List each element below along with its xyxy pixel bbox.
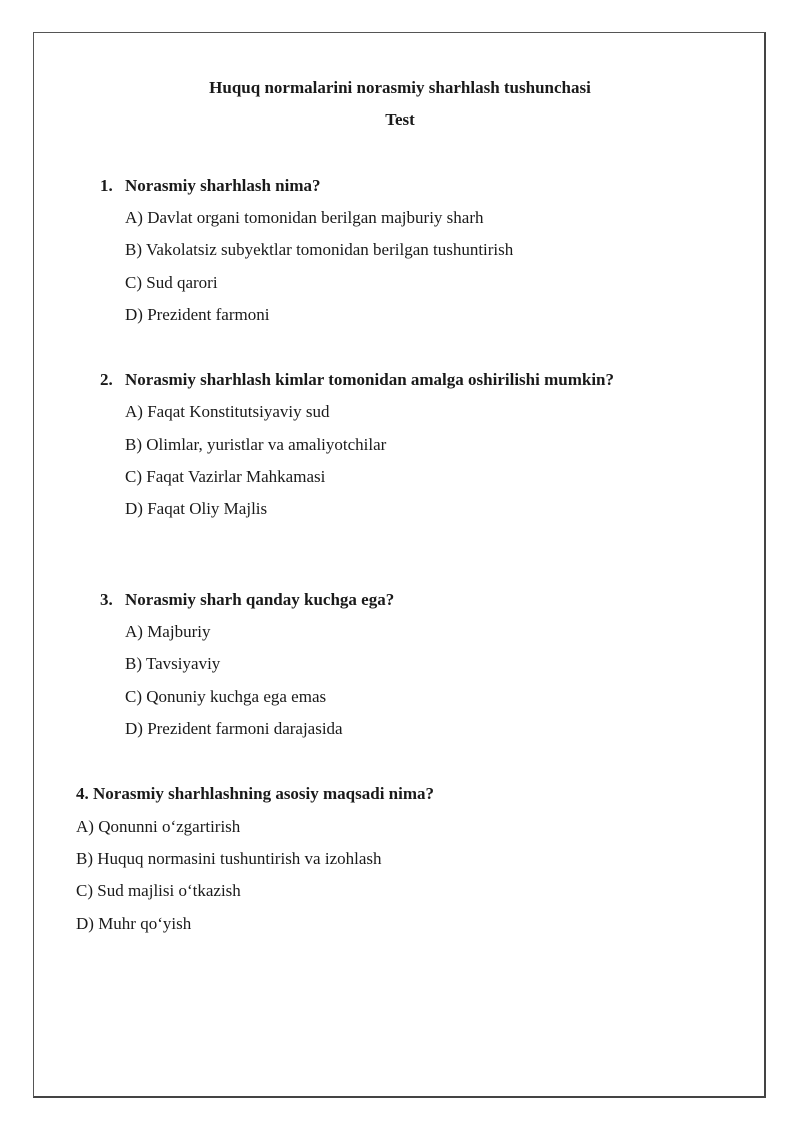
question-2-heading	[100, 370, 614, 390]
question-1-text: Norasmiy sharhlash nima?	[125, 176, 321, 195]
document-subtitle: Test	[385, 110, 415, 129]
question-4-option-d: D) Muhr qo‘yish	[76, 914, 192, 933]
question-1-option-a: A) Davlat organi tomonidan berilgan majburiy sharh	[125, 208, 484, 227]
question-2-text: Norasmiy sharhlash kimlar tomonidan amalga oshirilishi mumkin?	[125, 370, 614, 389]
question-4-option-a: A) Qonunni o‘zgartirish	[76, 817, 241, 836]
question-4-option-c: C) Sud majlisi o‘tkazish	[76, 881, 241, 900]
question-4-heading: 4. Norasmiy sharhlashning asosiy maqsadi nima?	[76, 784, 435, 803]
question-1-heading	[100, 176, 321, 196]
question-3-option-d: D) Prezident farmoni darajasida	[125, 719, 343, 738]
question-2-option-d: D) Faqat Oliy Majlis	[125, 499, 268, 518]
question-2-option-b: B) Olimlar, yuristlar va amaliyotchilar	[125, 435, 387, 454]
question-3-heading	[100, 590, 394, 610]
question-3-option-b: B) Tavsiyaviy	[125, 654, 221, 673]
question-1-option-b: B) Vakolatsiz subyektlar tomonidan berilgan tushuntirish	[125, 240, 514, 259]
question-2-option-a: A) Faqat Konstitutsiyaviy sud	[125, 402, 330, 421]
question-3-option-a: A) Majburiy	[125, 622, 211, 641]
document-title: Huquq normalarini norasmiy sharhlash tushunchasi	[209, 78, 591, 97]
question-1-option-c: C) Sud qarori	[125, 273, 218, 292]
question-1-option-d: D) Prezident farmoni	[125, 305, 270, 324]
question-2-number: 2.	[100, 370, 113, 389]
question-1-number: 1.	[100, 176, 113, 195]
question-3-text: Norasmiy sharh qanday kuchga ega?	[125, 590, 395, 609]
question-3-option-c: C) Qonuniy kuchga ega emas	[125, 687, 327, 706]
question-3-number: 3.	[100, 590, 113, 609]
question-4-option-b: B) Huquq normasini tushuntirish va izohlash	[76, 849, 382, 868]
question-2-option-c: C) Faqat Vazirlar Mahkamasi	[125, 467, 326, 486]
